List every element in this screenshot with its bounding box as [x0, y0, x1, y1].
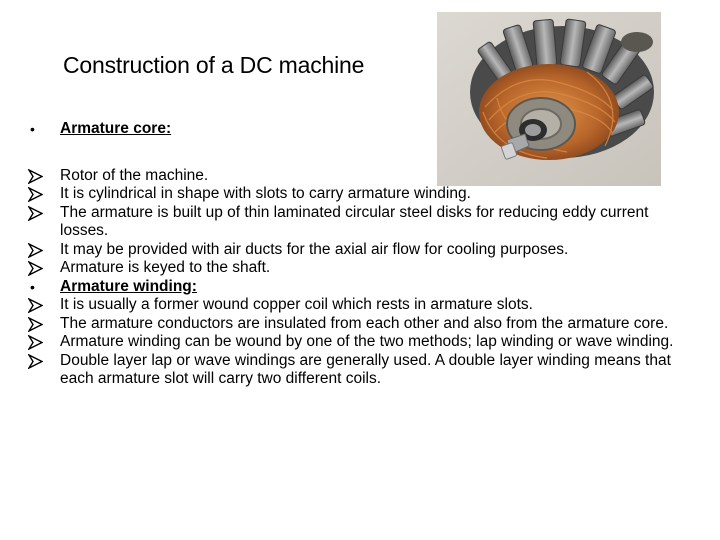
- list-item-text: The armature conductors are insulated from each other and also from the armature core.: [60, 314, 669, 332]
- list-item: [28, 259, 678, 278]
- section-heading-text: Armature winding:: [60, 277, 197, 295]
- list-item-text: Rotor of the machine.: [60, 166, 209, 184]
- arrow-bullet-icon: [28, 204, 48, 221]
- content-list: [28, 120, 678, 389]
- list-item-text: It is usually a former wound copper coil which rests in armature slots.: [60, 296, 533, 313]
- arrow-bullet-icon: [28, 296, 48, 313]
- list-item-text: Armature is keyed to the shaft.: [60, 259, 271, 276]
- list-item: [28, 296, 678, 315]
- arrow-bullet-icon: [28, 315, 48, 332]
- arrow-bullet-icon: [28, 167, 48, 184]
- slide-title: Construction of a DC machine: [63, 52, 365, 78]
- bullet-dot-icon: •: [30, 121, 35, 137]
- list-item: [28, 204, 678, 241]
- arrow-bullet-icon: [28, 333, 48, 350]
- list-item: [28, 185, 678, 204]
- list-item: [28, 315, 678, 334]
- arrow-bullet-icon: [28, 185, 48, 202]
- bullet-dot-icon: •: [30, 278, 35, 295]
- list-item-text: Double layer lap or wave windings are generally used. A double layer winding means that each armature slot will carry two different coils.: [60, 351, 671, 387]
- arrow-bullet-icon: [28, 241, 48, 258]
- list-item-text: It is cylindrical in shape with slots to carry armature winding.: [60, 185, 471, 202]
- list-item: [28, 241, 678, 260]
- arrow-bullet-icon: [28, 352, 48, 369]
- list-item: [28, 167, 678, 186]
- list-item: [28, 333, 678, 352]
- section-heading-text: Armature core:: [60, 120, 172, 137]
- list-item-text: It may be provided with air ducts for the axial air flow for cooling purposes.: [60, 240, 569, 258]
- arrow-bullet-icon: [28, 259, 48, 276]
- section-heading-armature-core: [28, 120, 678, 139]
- section-heading-armature-winding: [28, 278, 678, 297]
- list-item-text: The armature is built up of thin laminated circular steel disks for reducing eddy current losses.: [60, 203, 649, 239]
- list-item-text: Armature winding can be wound by one of the two methods; lap winding or wave winding.: [60, 333, 674, 350]
- list-item: [28, 352, 678, 389]
